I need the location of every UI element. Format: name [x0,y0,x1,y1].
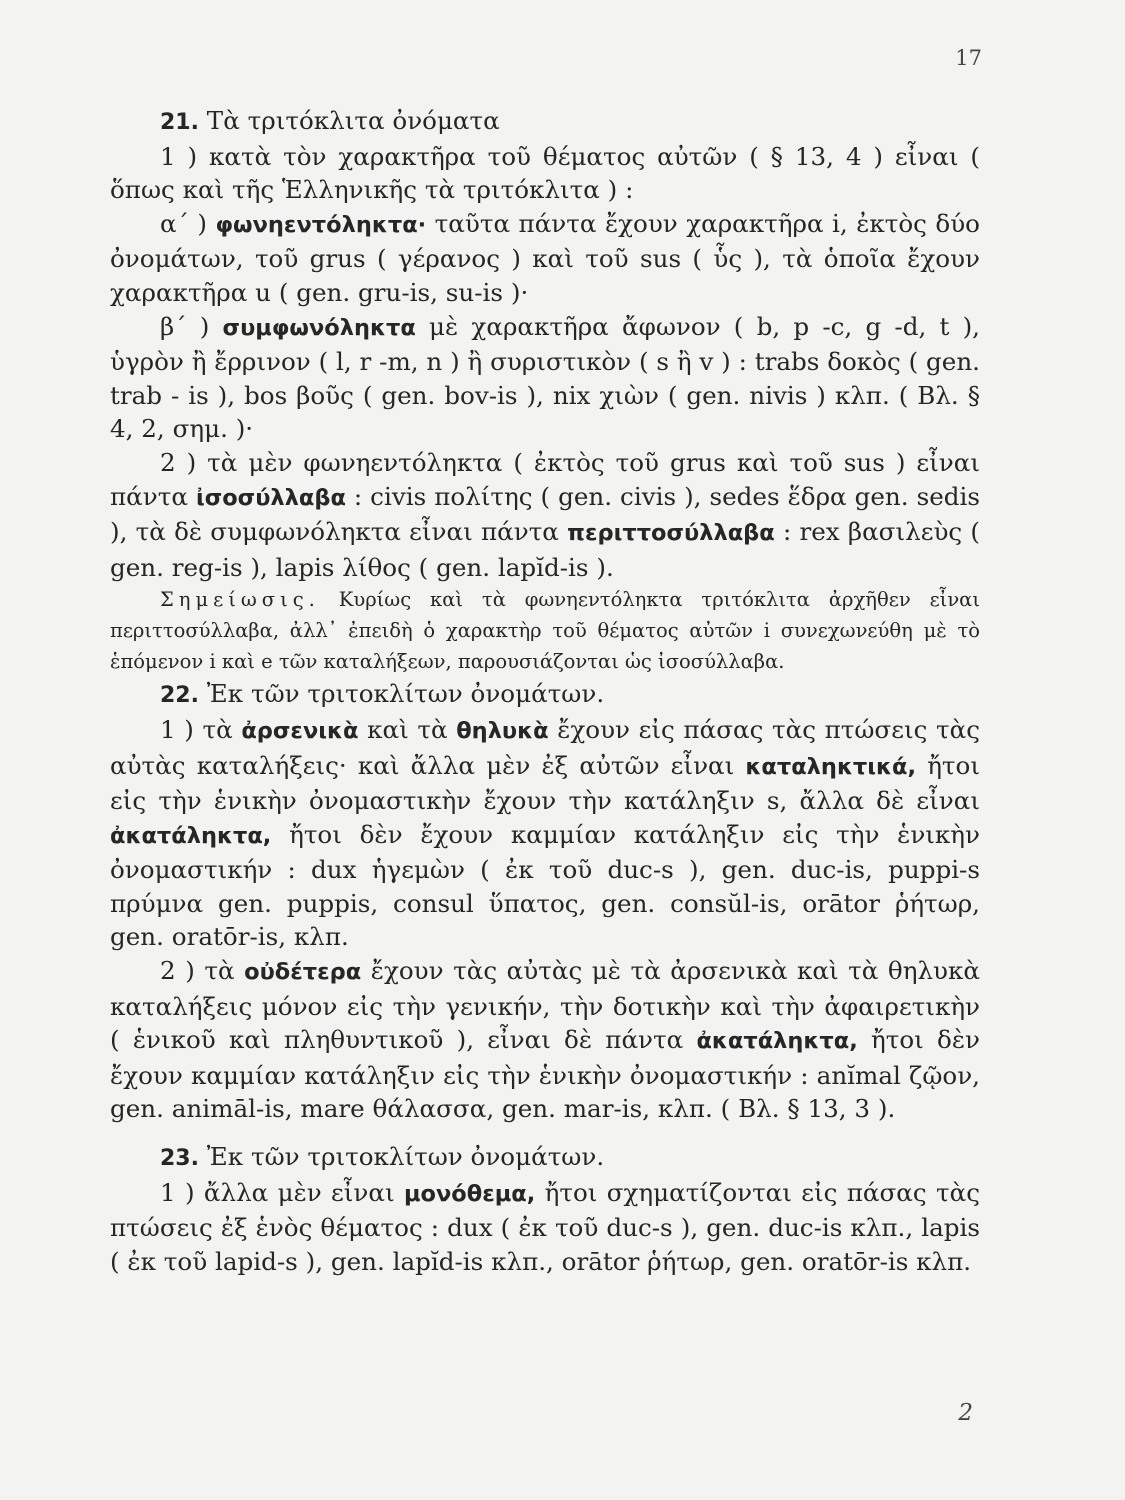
text-run: ἤτοι δὲν ἔχουν καμμίαν κατάληξιν εἰς τὴν ἑνικὴν ὀνομαστικήν : dux ἡγεμὼν ( ἐκ τοῦ duc-s ), gen. duc-is, puppi-s πρύμνα gen. puppis, consul ὕπατος, gen. consŭl-is, orātor ῥήτωρ, gen. oratōr-is, κλπ. [110,819,980,952]
bold-term: ἀρσενικὰ [241,717,359,744]
spacer [110,1126,980,1140]
paragraph [110,207,980,310]
text-run: ἤτοι εἰς τὴν ἑνικὴν ὀνομαστικὴν ἔχουν τὴν κατάληξιν s, ἄλλα δὲ εἶναι [110,750,980,816]
bold-term: ἀκατάληκτα, [110,822,272,849]
paragraph [110,446,980,584]
bold-term: οὐδέτερα [244,959,362,986]
text-run: 2 ) τὰ [160,956,245,986]
text-run: ἔχουν τὰς αὐτὰς μὲ τὰ ἀρσενικὰ καὶ τὰ θηλυκὰ καταλήξεις μόνον εἰς τὴν γενικήν, τὴν δοτικὴν καὶ τὴν ἀφαιρετικὴν ( ἑνικοῦ καὶ πληθυντικοῦ ), εἶναι δὲ πάντα [110,956,980,1055]
note [110,584,980,677]
text-run: ἤτοι δὲν ἔχουν καμμίαν κατάληξιν εἰς τὴν ἑνικὴν ὀνομαστικήν : anĭmal ζῷον, gen. animāl-is, mare θάλασσα, gen. mar-is, κλπ. ( Βλ. § 13, 3 ). [110,1025,980,1124]
section-title: Τὰ τριτόκλιτα ὀνόματα [198,106,500,135]
section-number: 22. [160,683,199,709]
bold-term: ἰσοσύλλαβα [195,484,346,511]
section-title: Ἐκ τῶν τριτοκλίτων ὀνομάτων. [198,1142,605,1172]
paragraph [110,310,980,446]
section-number: 21. [160,110,199,135]
bold-term: συμφωνόληκτα [222,314,416,341]
note-text: Κυρίως καὶ τὰ φωνηεντόληκτα τριτόκλιτα ἀρχῆθεν εἶναι περιττοσύλλαβα, ἀλλ᾿ ἐπειδὴ ὁ χαρακτὴρ τοῦ θέματος αὐτῶν i συνεχωνεύθη μὲ τὸ ἑπόμενον i καὶ e τῶν καταλήξεων, παρουσιάζονται ὡς ἰσοσύλλαβα. [110,588,980,674]
bold-term: καταληκτικά, [745,753,917,780]
section-22-heading [110,677,980,713]
text-run: α΄ ) [160,208,216,238]
text-run: ἔχουν εἰς πάσας τὰς πτώσεις τὰς αὐτὰς καταλήξεις· καὶ ἄλλα μὲν ἐξ αὐτῶν εἶναι [110,714,980,780]
text-run: : rex βασιλεὺς ( gen. reg-is ), lapis λίθος ( gen. lapĭd-is ). [110,517,980,582]
text-run: 1 ) ἄλλα μὲν εἶναι [160,1177,404,1207]
section-title: Ἐκ τῶν τριτοκλίτων ὀνομάτων. [198,679,605,709]
section-21-heading [110,104,980,140]
bold-term: ἀκατάληκτα, [696,1028,858,1055]
text-run: ταῦτα πάντα ἔχουν χαρακτῆρα i, ἐκτὸς δύο ὀνομάτων, τοῦ grus ( γέρανος ) καὶ τοῦ sus ( ὗς ), τὰ ὁποῖα ἔχουν χαρακτῆρα u ( gen. gru-is, su-is )· [110,208,980,307]
paragraph: 1 ) κατὰ τὸν χαρακτῆρα τοῦ θέματος αὐτῶν ( § 13, 4 ) εἶναι ( ὅπως καὶ τῆς Ἑλληνικῆς τὰ τριτόκλιτα ) : [110,141,980,205]
bold-term: θηλυκὰ [456,717,549,744]
bold-term: μονόθεμα, [403,1180,536,1207]
bold-term: περιττοσύλλαβα [567,520,775,547]
paragraph [110,713,980,954]
paragraph [110,1176,980,1279]
page-body [110,104,980,1278]
text-run: : civis πολίτης ( gen. civis ), sedes ἕδρα gen. sedis ), τὰ δὲ συμφωνόληκτα εἶναι πάντα [110,481,980,547]
text-run: β΄ ) [160,311,223,341]
paragraph [110,954,980,1126]
bold-term: φωνηεντόληκτα· [215,211,427,238]
section-number: 23. [160,1146,199,1172]
text-run: μὲ χαρακτῆρα ἄφωνον ( b, p -c, g -d, t ), ὑγρὸν ἢ ἔρρινον ( l, r -m, n ) ἢ συριστικὸν ( s ἢ v ) : trabs δοκὸς ( gen. trab - is ), bos βοῦς ( gen. bov-is ), nix χιὼν ( gen. nivis ) κλπ. ( Βλ. § 4, 2, σημ. )· [110,311,980,444]
text-run: ἤτοι σχηματίζονται εἰς πάσας τὰς πτώσεις ἐξ ἑνὸς θέματος : dux ( ἐκ τοῦ duc-s ), gen. duc-is κλπ., lapis ( ἐκ τοῦ lapid-s ), gen. lapĭd-is κλπ., orātor ῥήτωρ, gen. oratōr-is κλπ. [110,1177,980,1276]
section-23-heading [110,1140,980,1176]
note-label: Σημείωσις. [160,588,320,612]
signature-mark: 2 [958,1400,973,1426]
text-run: καὶ τὰ [358,714,457,744]
text-run: 1 ) τὰ [160,714,242,744]
page-number-top: 17 [955,46,982,70]
text-run: 2 ) τὰ μὲν φωνηεντόληκτα ( ἐκτὸς τοῦ grus καὶ τοῦ sus ) εἶναι πάντα [110,447,980,511]
